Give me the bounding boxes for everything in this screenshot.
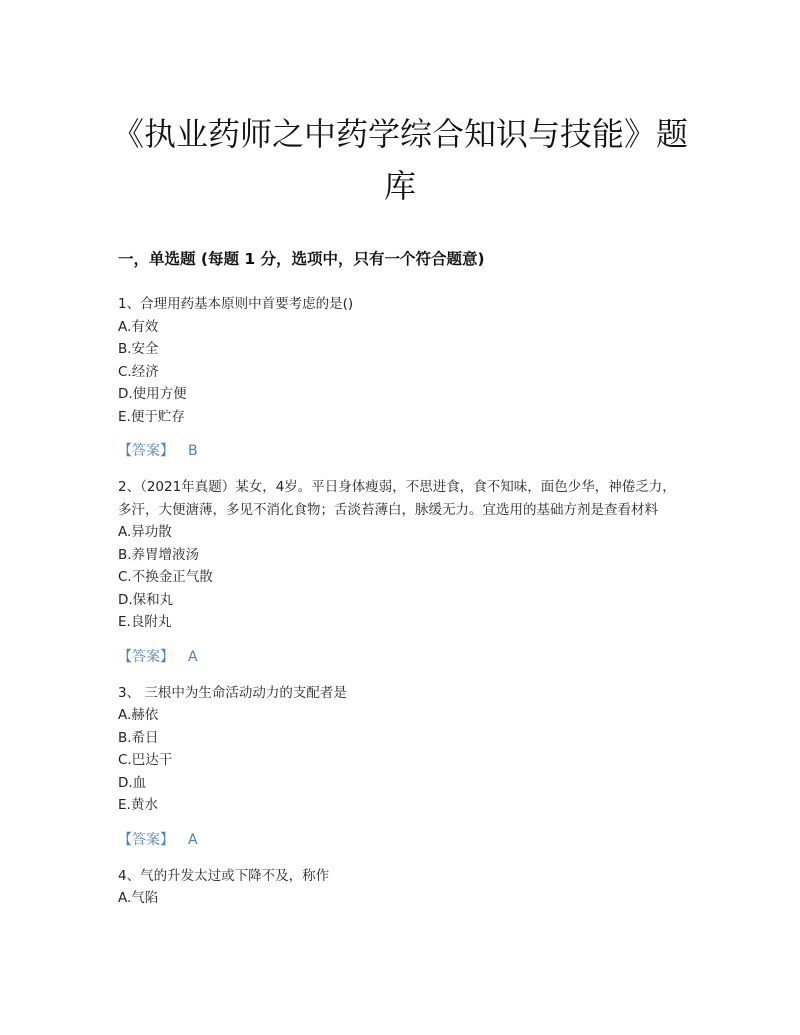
- question-list: [118, 293, 688, 924]
- answer-value: A: [188, 831, 198, 848]
- option-a: A.异功散: [118, 524, 172, 540]
- section-heading: 一，单选题 (每题 1 分，选项中，只有一个符合题意): [118, 250, 485, 268]
- option-c: C.经济: [118, 363, 159, 380]
- answer-value: A: [188, 648, 198, 665]
- question-stem: 3、 三根中为生命活动动力的支配者是: [118, 684, 347, 701]
- question-1: [118, 293, 688, 462]
- question-stem: 2、（2021年真题）某女，4岁。平日身体瘦弱，不思进食，食不知味，面色少华，神倦乏力，多汗，大便溏薄，多见不消化食物；舌淡苔薄白，脉缓无力。宜选用的基础方剂是查看材料: [118, 479, 676, 518]
- answer-label: 【答案】: [118, 831, 174, 848]
- answer-line: [118, 440, 688, 462]
- option-list: [118, 521, 688, 634]
- document-title: 《执业药师之中药学综合知识与技能》题库: [111, 115, 688, 205]
- option-d: D.保和丸: [118, 591, 174, 608]
- option-a: A.气陷: [118, 890, 159, 906]
- option-b: B.安全: [118, 341, 159, 357]
- option-d: D.使用方便: [118, 386, 187, 402]
- option-d: D.血: [118, 774, 147, 791]
- option-b: B.养胃增液汤: [118, 546, 200, 563]
- question-stem: 4、气的升发太过或下降不及，称作: [118, 867, 330, 884]
- option-e: E.便于贮存: [118, 408, 185, 425]
- question-4: [118, 865, 688, 910]
- answer-line: [118, 646, 688, 668]
- option-c: C.不换金正气散: [118, 569, 213, 585]
- answer-label: 【答案】: [118, 443, 174, 459]
- option-list: [118, 316, 688, 429]
- question-2: [118, 476, 688, 668]
- answer-value: B: [188, 443, 198, 459]
- option-a: A.有效: [118, 318, 159, 335]
- option-e: E.良附丸: [118, 614, 172, 630]
- answer-line: [118, 829, 688, 851]
- option-c: C.巴达干: [118, 752, 173, 768]
- option-list: [118, 704, 688, 817]
- option-b: B.希日: [118, 729, 159, 746]
- question-3: [118, 682, 688, 851]
- question-stem: 1、合理用药基本原则中首要考虑的是(): [118, 296, 354, 312]
- option-e: E.黄水: [118, 797, 158, 813]
- answer-label: 【答案】: [118, 648, 174, 665]
- option-list: [118, 887, 688, 910]
- option-a: A.赫依: [118, 707, 159, 723]
